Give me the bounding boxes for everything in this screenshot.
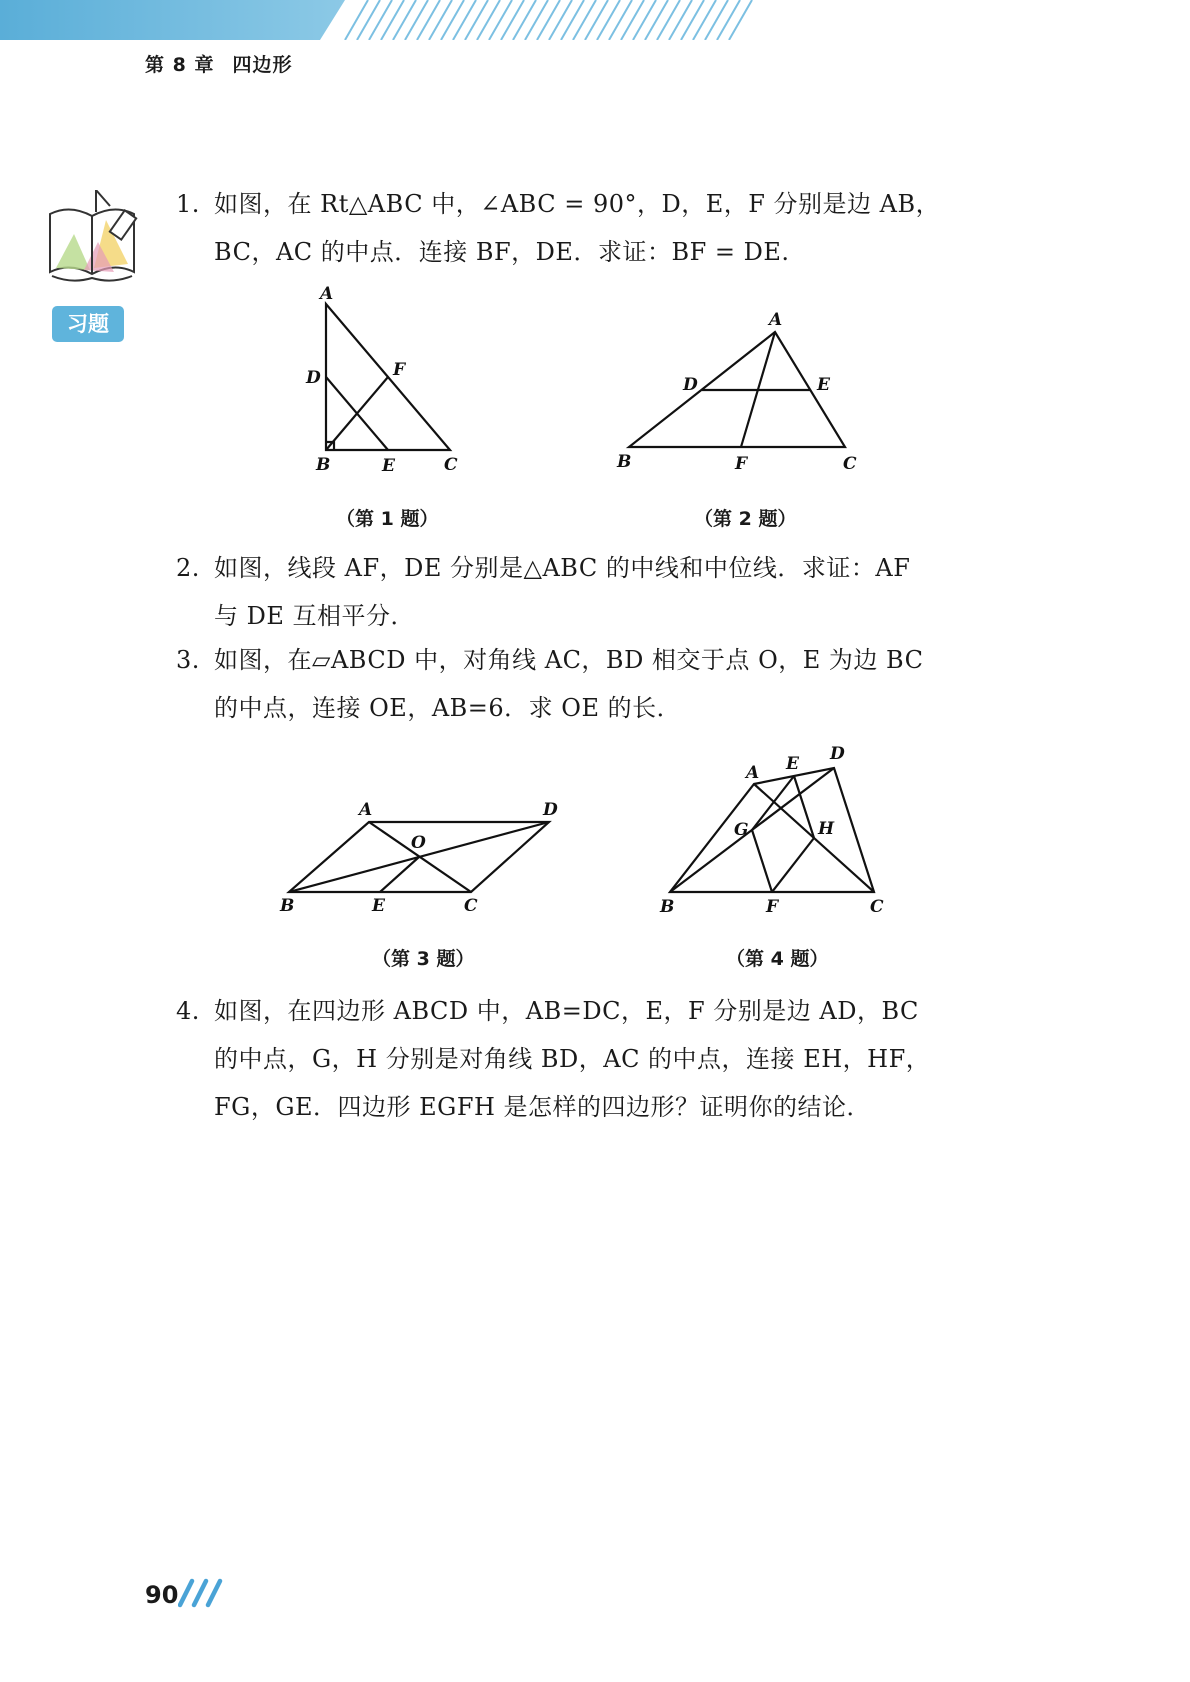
label-C: C	[444, 455, 458, 475]
label-A: A	[746, 763, 760, 783]
problem-number: 2.	[176, 554, 200, 582]
figure-3-caption: （第 3 题）	[372, 948, 475, 970]
label-A: A	[769, 310, 783, 330]
problem-2	[176, 544, 1006, 640]
problem-number: 3.	[176, 646, 200, 674]
chapter-number: 第 8 章	[145, 54, 215, 76]
label-B: B	[617, 452, 632, 472]
label-E: E	[372, 896, 385, 916]
label-B: B	[280, 896, 295, 916]
label-F: F	[393, 360, 406, 380]
label-F: F	[735, 454, 748, 474]
problem-4	[176, 987, 1006, 1131]
problem-text-line: 与 DE 互相平分．	[214, 602, 416, 630]
label-C: C	[843, 454, 857, 474]
label-A: A	[359, 800, 373, 820]
label-D: D	[830, 744, 845, 764]
problem-text-line: 如图，在四边形 ABCD 中，AB=DC，E，F 分别是边 AD，BC	[214, 997, 919, 1025]
exercise-badge: 习题	[52, 306, 124, 342]
label-D: D	[683, 375, 698, 395]
label-A: A	[320, 284, 334, 304]
label-F: F	[766, 897, 779, 917]
figure-4-caption: （第 4 题）	[726, 948, 829, 970]
chapter-title: 四边形	[232, 54, 293, 76]
problem-text-line: BC，AC 的中点．连接 BF，DE．求证：BF = DE.	[214, 238, 790, 266]
label-B: B	[316, 455, 331, 475]
label-C: C	[464, 896, 478, 916]
problem-text-line: 如图，线段 AF，DE 分别是△ABC 的中线和中位线．求证：AF	[214, 554, 911, 582]
problem-1	[176, 180, 1006, 276]
figure-3	[275, 795, 565, 919]
label-H: H	[818, 819, 835, 839]
figure-4	[660, 745, 900, 919]
chapter-heading	[145, 50, 292, 77]
label-O: O	[411, 833, 426, 853]
figure-2-caption: （第 2 题）	[694, 508, 797, 530]
label-E: E	[786, 754, 799, 774]
label-G: G	[734, 820, 749, 840]
label-C: C	[870, 897, 884, 917]
problem-text-line: 如图，在 Rt△ABC 中，∠ABC = 90°，D，E，F 分别是边 AB，	[214, 190, 941, 218]
label-E: E	[817, 375, 830, 395]
page-number: 90	[145, 1581, 179, 1609]
label-D: D	[306, 368, 321, 388]
figure-1-caption: （第 1 题）	[336, 508, 439, 530]
figure-1	[300, 284, 470, 476]
page-slash-decoration	[178, 1578, 224, 1608]
header-bar	[0, 0, 760, 40]
problem-3	[176, 636, 1006, 732]
figure-2	[615, 312, 855, 476]
label-D: D	[543, 800, 558, 820]
label-E: E	[382, 456, 395, 476]
label-B: B	[660, 897, 675, 917]
problem-number: 1.	[176, 190, 200, 218]
problem-number: 4.	[176, 997, 200, 1025]
problem-text-line: FG，GE．四边形 EGFH 是怎样的四边形？证明你的结论．	[214, 1093, 872, 1121]
problem-text-line: 的中点，连接 OE，AB=6．求 OE 的长．	[214, 694, 682, 722]
problem-text-line: 如图，在▱ABCD 中，对角线 AC，BD 相交于点 O，E 为边 BC	[214, 646, 924, 674]
book-icon	[44, 190, 140, 290]
problem-text-line: 的中点，G，H 分别是对角线 BD，AC 的中点，连接 EH，HF，	[214, 1045, 931, 1073]
